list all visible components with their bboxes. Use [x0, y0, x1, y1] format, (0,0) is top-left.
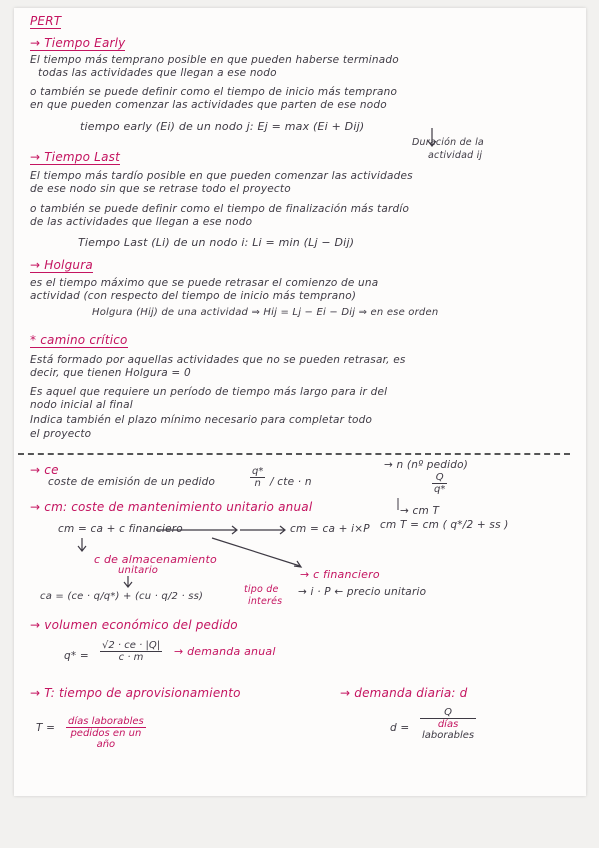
ce-text: coste de emisión de un pedido	[48, 476, 216, 488]
d-heading: → demanda diaria: d	[340, 686, 468, 700]
early-formula: tiempo early (Ei) de un nodo j: Ej = max (Ei + Dij)	[80, 120, 365, 133]
d-fraction-den1: días	[437, 719, 459, 730]
t-lhs: T =	[36, 722, 56, 734]
almacenamiento-label: c de almacenamiento	[94, 553, 217, 566]
last-line3: o también se puede definir como el tiempo de finalización más tardío	[30, 203, 410, 215]
cm-heading: → cm: coste de mantenimiento unitario anual	[30, 500, 313, 514]
early-heading: → Tiempo Early	[30, 36, 126, 50]
ce-label: → ce	[30, 463, 59, 477]
tipo-label: tipo de	[244, 584, 279, 595]
d-lhs: d =	[390, 722, 410, 734]
early-note-arrow	[428, 128, 436, 146]
early-line2: todas las actividades que llegan a ese nodo	[38, 67, 277, 79]
n-fraction-den: q*	[434, 484, 446, 495]
n-label: → n (nº pedido)	[384, 459, 469, 471]
cm-arrow-1	[156, 526, 237, 534]
cm-arrow-2	[240, 526, 285, 534]
camino-line6: el proyecto	[30, 428, 92, 440]
t-fraction-num: días laborables	[68, 716, 144, 727]
cm-formula: cm = ca + c financiero	[58, 523, 183, 535]
vol-fraction-num: √2 · ce · |Q|	[102, 640, 161, 651]
camino-heading: * camino crítico	[30, 333, 128, 347]
last-line1: El tiempo más tardío posible en que pueden comenzar las actividades	[30, 170, 413, 182]
almacenamiento-label2: unitario	[118, 565, 159, 576]
t-heading: → T: tiempo de aprovisionamiento	[30, 686, 241, 700]
camino-line5: Indica también el plazo mínimo necesario para completar todo	[30, 414, 373, 426]
cm-result: cm = ca + i×P	[290, 523, 370, 535]
early-line1: El tiempo más temprano posible en que pueden haberse terminado	[30, 54, 399, 66]
cm-t-formula: cm T = cm ( q*/2 + ss )	[380, 519, 509, 531]
page-title: PERT	[30, 14, 62, 28]
early-line3: o también se puede definir como el tiempo de inicio más temprano	[30, 86, 398, 98]
last-heading: → Tiempo Last	[30, 150, 120, 164]
cm-t-label: → cm T	[400, 505, 440, 517]
last-formula: Tiempo Last (Li) de un nodo i: Li = min (Lj − Dij)	[78, 236, 355, 249]
vol-fraction-den: c · m	[118, 652, 144, 663]
holgura-line1: es el tiempo máximo que se puede retrasar el comienzo de una	[30, 277, 379, 289]
last-line4: de las actividades que llegan a ese nodo	[30, 216, 253, 228]
holgura-formula: Holgura (Hij) de una actividad ⇒ Hij = Lj − Ei − Dij ⇒ en ese orden	[92, 307, 439, 318]
t-fraction-den2: año	[96, 739, 116, 750]
early-note2: actividad ij	[428, 150, 483, 161]
vol-lhs: q* =	[64, 650, 89, 662]
camino-line1: Está formado por aquellas actividades que no se pueden retrasar, es	[30, 354, 406, 366]
n-fraction-num: Q	[432, 472, 447, 484]
c-financiero-label: → c financiero	[300, 568, 380, 581]
vol-heading: → volumen económico del pedido	[30, 618, 238, 632]
d-fraction-num: Q	[420, 707, 476, 719]
camino-line4: nodo inicial al final	[30, 399, 133, 411]
ca-formula: ca = (ce · q/q*) + (cu · q/2 · ss)	[40, 591, 204, 602]
cfin-arrow	[212, 538, 301, 567]
holgura-line2: actividad (con respecto del tiempo de inicio más temprano)	[30, 290, 357, 302]
ce-fraction-den: n	[254, 478, 261, 489]
almac-down-arrow	[124, 576, 132, 587]
early-note1: Duración de la	[412, 137, 484, 148]
vol-tail: → demanda anual	[174, 645, 276, 658]
holgura-heading: → Holgura	[30, 258, 93, 272]
early-line4: en que pueden comenzar las actividades que parten de ese nodo	[30, 99, 387, 111]
ca-down-arrow	[78, 538, 86, 551]
ce-fraction-num: q*	[252, 466, 264, 477]
c-financiero-formula: → i · P ← precio unitario	[298, 586, 427, 598]
camino-line2: decir, que tienen Holgura = 0	[30, 367, 191, 379]
ce-tail: / cte · n	[270, 476, 312, 488]
last-line2: de ese nodo sin que se retrase todo el proyecto	[30, 183, 291, 195]
d-fraction-den2: laborables	[422, 730, 475, 741]
interes-label: interés	[248, 596, 283, 607]
t-fraction-den1: pedidos en un	[70, 728, 142, 739]
camino-line3: Es aquel que requiere un período de tiempo más largo para ir del	[30, 386, 388, 398]
